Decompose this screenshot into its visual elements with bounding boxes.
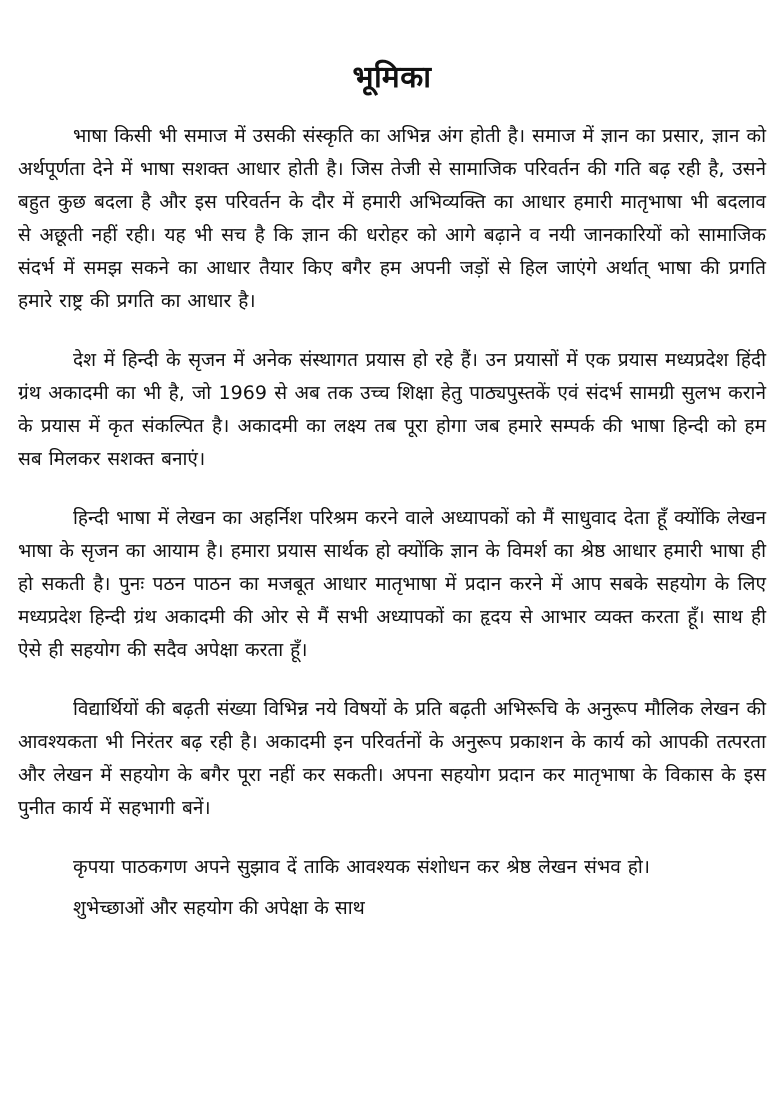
page-title: भूमिका	[352, 60, 432, 95]
paragraph-2: देश में हिन्दी के सृजन में अनेक संस्थागत प्रयास हो रहे हैं। उन प्रयासों में एक प्रयास मध्यप्रदेश हिंदी ग्रंथ अकादमी का भी है, जो 1969 से अब तक उच्च शिक्षा हेतु पाठ्यपुस्तकें एवं संदर्भ सामग्री सुलभ कराने के प्रयास में कृत संकल्पित है। अकादमी का लक्ष्य तब पूरा होगा जब हमारे सम्पर्क की भाषा हिन्दी को हम सब मिलकर सशक्त बनाएं।	[18, 349, 766, 470]
paragraph-4: विद्यार्थियों की बढ़ती संख्या विभिन्न नये विषयों के प्रति बढ़ती अभिरूचि के अनुरूप मौलिक लेखन की आवश्यकता भी निरंतर बढ़ रही है। अकादमी इन परिवर्तनों के अनुरूप प्रकाशन के कार्य को आपकी तत्परता और लेखन में सहयोग के बगैर पूरा नहीं कर सकती। अपना सहयोग प्रदान कर मातृभाषा के विकास के इस पुनीत कार्य में सहभागी बनें।	[18, 698, 766, 819]
paragraph-5: कृपया पाठकगण अपने सुझाव दें ताकि आवश्यक संशोधन कर श्रेष्ठ लेखन संभव हो।	[73, 856, 651, 878]
paragraph-3: हिन्दी भाषा में लेखन का अहर्निश परिश्रम करने वाले अध्यापकों को मैं साधुवाद देता हूँ क्योंकि लेखन भाषा के सृजन का आयाम है। हमारा प्रयास सार्थक हो क्योंकि ज्ञान के विमर्श का श्रेष्ठ आधार हमारी भाषा ही हो सकती है। पुनः पठन पाठन का मजबूत आधार मातृभाषा में प्रदान करने में आप सबके सहयोग के लिए मध्यप्रदेश हिन्दी ग्रंथ अकादमी की ओर से मैं सभी अध्यापकों का हृदय से आभार व्यक्त करता हूँ। साथ ही ऐसे ही सहयोग की सदैव अपेक्षा करता हूँ।	[18, 507, 766, 661]
closing-line: शुभेच्छाओं और सहयोग की अपेक्षा के साथ	[73, 897, 365, 919]
paragraph-1: भाषा किसी भी समाज में उसकी संस्कृति का अभिन्न अंग होती है। समाज में ज्ञान का प्रसार, ज्ञान को अर्थपूर्णता देने में भाषा सशक्त आधार होती है। जिस तेजी से सामाजिक परिवर्तन की गति बढ़ रही है, उसने बहुत कुछ बदला है और इस परिवर्तन के दौर में हमारी अभिव्यक्ति का आधार हमारी मातृभाषा भी बदलाव से अछूती नहीं रही। यह भी सच है कि ज्ञान की धरोहर को आगे बढ़ाने व नयी जानकारियों को सामाजिक संदर्भ में समझ सकने का आधार तैयार किए बगैर हम अपनी जड़ों से हिल जाएंगे अर्थात् भाषा की प्रगति हमारे राष्ट्र की प्रगति का आधार है।	[18, 125, 766, 312]
